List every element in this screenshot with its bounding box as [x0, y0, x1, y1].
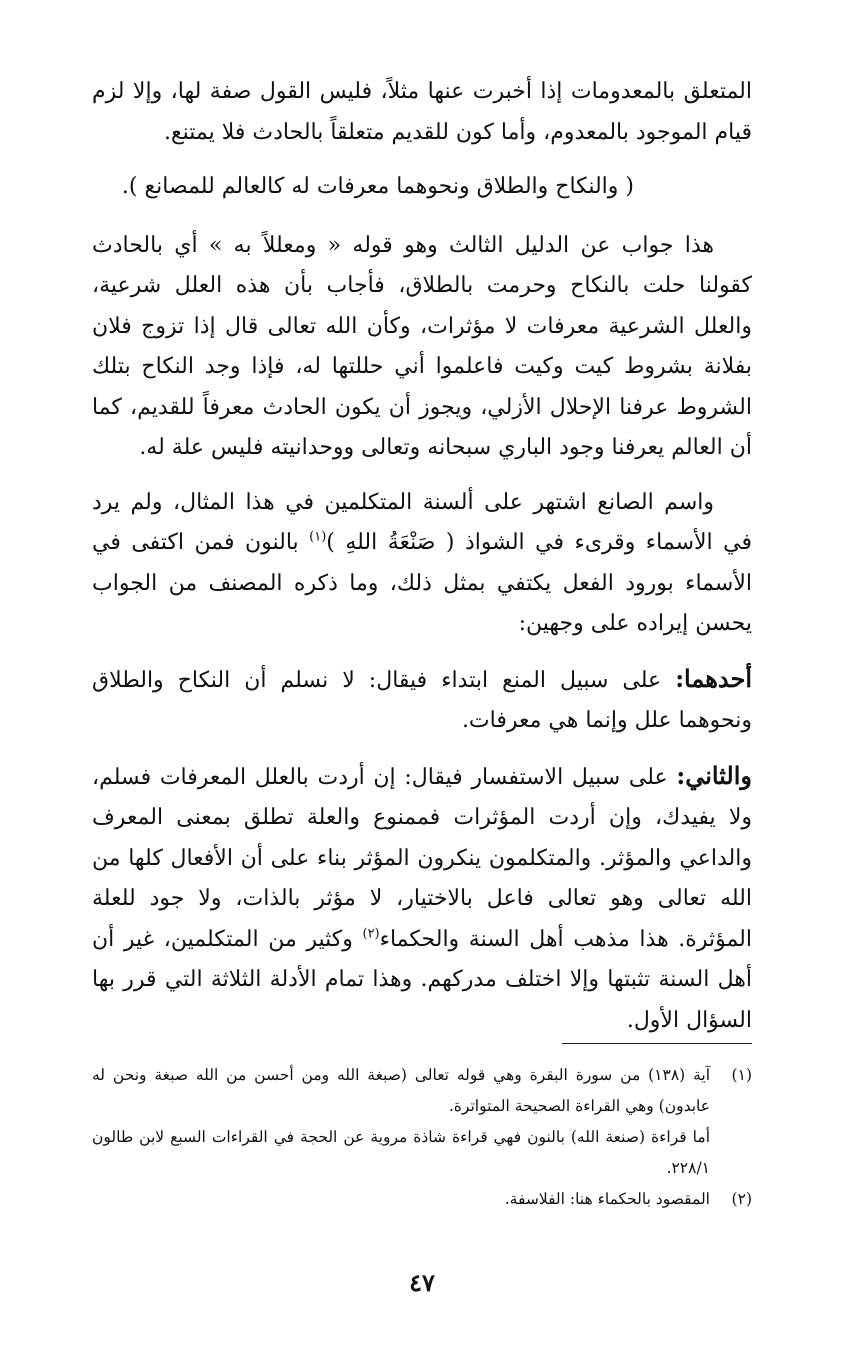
footnote-divider: [562, 1043, 752, 1044]
paragraph-text-before-ref: على سبيل الاستفسار فيقال: إن أردت بالعلل المعرفات فسلم، ولا يفيدك، وإن أردت المؤثرات فممنوع والعلة تطلق بمعنى المعرف والداعي والمؤثر. والمتكلمون ينكرون المؤثر بناء على أن الأفعال كلها من الله تعالى وهو تعالى فاعل بالاختيار، لا مؤثر بالذات، ولا جود للعلة المؤثرة. هذا مذهب أهل السنة والحكماء: [92, 764, 752, 952]
footnotes: [92, 1060, 752, 1215]
paragraph-commentary: [92, 226, 752, 469]
footnote-1: [92, 1060, 752, 1122]
paragraph-text-after-ref: وكثير من المتكلمين، غير أن أهل السنة تثبتها وإلا اختلف مدركهم. وهذا تمام الأدلة الثلاثة التي قرر بها السؤال الأول.: [92, 926, 752, 1033]
quote-text: ( والنكاح والطلاق ونحوهما معرفات له كالعالم للمصانع ).: [121, 174, 634, 199]
paragraph-text: هذا جواب عن الدليل الثالث وهو قوله « ومعللاً به » أي بالحادث كقولنا حلت بالنكاح وحرمت بالطلاق، فأجاب بأن هذه العلل شرعية، والعلل الشرعية معرفات لا مؤثرات، وكأن الله تعالى قال إذا تزوج فلان بفلانة بشروط كيت وكيت فاعلموا أني حللتها له، فإذا وجد النكاح بتلك الشروط عرفنا الإحلال الأزلي، ويجوز أن يكون الحادث معرفاً للقديم، كما أن العالم يعرفنا وجود الباري سبحانه وتعالى ووحدانيته فليس علة له.: [92, 232, 752, 460]
page-number: ٤٧: [409, 1268, 435, 1297]
main-text: [92, 72, 752, 1041]
paragraph-continuation: [92, 72, 752, 153]
footnote-2: [92, 1184, 752, 1215]
lead-word: والثاني:: [676, 760, 752, 790]
paragraph-second-answer: [92, 756, 752, 1042]
footnote-number: (١): [731, 1066, 752, 1084]
paragraph-text: المتعلق بالمعدومات إذا أخبرت عنها مثلاً، فليس القول صفة لها، وإلا لزم قيام الموجود بالمعدوم، وأما كون للقديم متعلقاً بالحادث فلا يمتنع.: [92, 79, 752, 145]
footnote-text: آية (١٣٨) من سورة البقرة وهي قوله تعالى (صبغة الله ومن أحسن من الله صبغة ونحن له عابدون) وهي القراءة الصحيحة المتواترة.: [92, 1066, 710, 1115]
footnote-ref-1[interactable]: (١): [309, 529, 327, 545]
footnote-number: (٢): [731, 1190, 752, 1208]
paragraph-maker-name: [92, 483, 752, 645]
footnote-text: المقصود بالحكماء هنا: الفلاسفة.: [504, 1190, 710, 1208]
paragraph-text-before-ref: واسم الصانع اشتهر على ألسنة المتكلمين في هذا المثال، ولم يرد في الأسماء وقرىء في الشواذ ( صَنْعَةُ اللهِ ): [92, 489, 752, 555]
matn-quote: [92, 167, 752, 208]
lead-word: أحدهما:: [675, 663, 752, 693]
paragraph-text-after-ref: بالنون فمن اكتفى في الأسماء بورود الفعل يكتفي بمثل ذلك، وما ذكره المصنف من الجواب يحسن إيراده على وجهين:: [92, 530, 752, 636]
footnote-ref-2[interactable]: (٢): [362, 926, 380, 942]
footnote-1-continuation: أما قراءة (صنعة الله) بالنون فهي قراءة شاذة مروية عن الحجة في القراءات السبع لابن طالون ٢٢٨/١.: [92, 1128, 710, 1177]
paragraph-text: على سبيل المنع ابتداء فيقال: لا نسلم أن النكاح والطلاق ونحوهما علل وإنما هي معرفات.: [92, 667, 752, 733]
paragraph-first-answer: [92, 659, 752, 742]
